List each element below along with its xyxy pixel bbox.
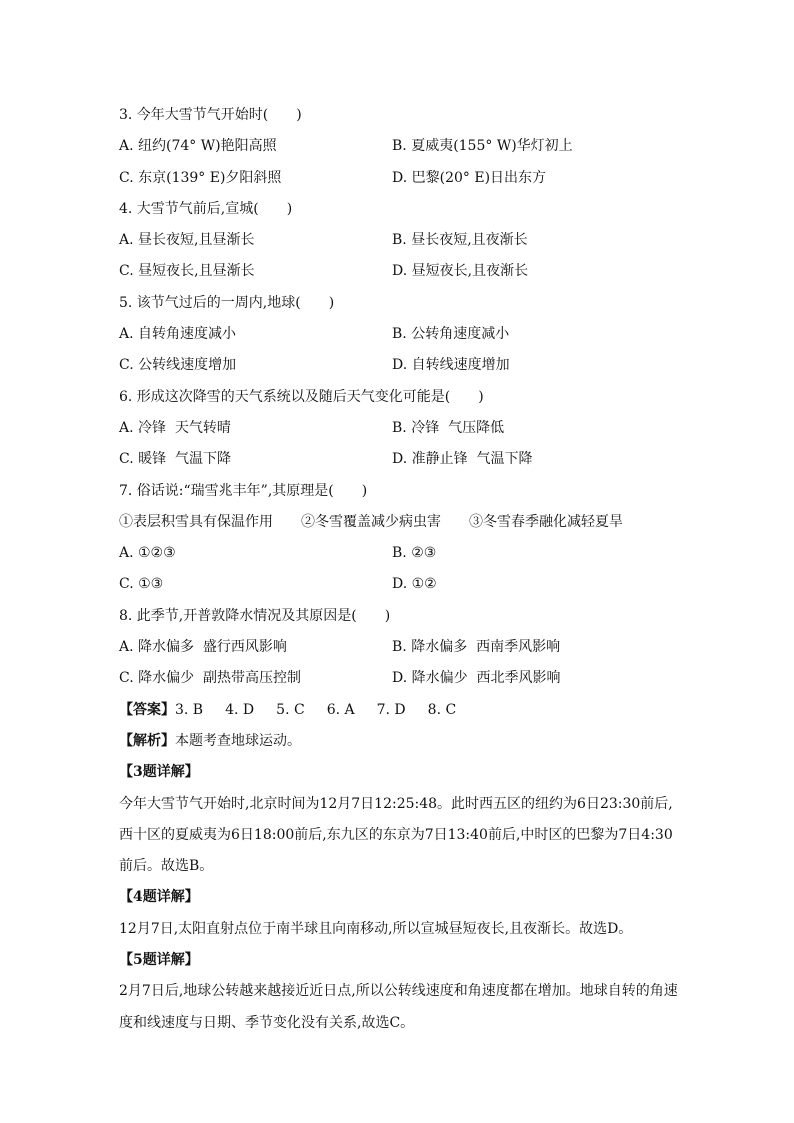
option-row <box>119 632 679 663</box>
option-b: B. 公转角速度减小 <box>392 326 510 343</box>
option-row <box>119 256 679 287</box>
question-stem-5: 5. 该节气过后的一周内,地球( ) <box>119 294 335 311</box>
option-d: D. 巴黎(20° E)日出东方 <box>392 169 547 186</box>
option-d: D. 降水偏少 西北季风影响 <box>392 670 561 687</box>
option-row <box>119 663 679 694</box>
option-a: A. 冷锋 天气转晴 <box>119 419 231 436</box>
option-row <box>119 225 679 256</box>
detail-heading-3: 【3题详解】 <box>119 764 199 781</box>
option-a: A. 纽约(74° W)艳阳高照 <box>119 138 277 155</box>
option-a: A. 昼长夜短,且昼渐长 <box>119 232 255 249</box>
option-row <box>119 131 679 162</box>
option-b: B. 昼长夜短,且夜渐长 <box>392 232 528 249</box>
option-b: B. 冷锋 气压降低 <box>392 419 505 436</box>
statement-3: ③冬雪春季融化减轻夏旱 <box>469 513 623 530</box>
question-stem-4: 4. 大雪节气前后,宣城( ) <box>119 200 293 217</box>
option-row <box>119 350 679 381</box>
option-d: D. 准静止锋 气温下降 <box>392 451 533 468</box>
option-c: C. 东京(139° E)夕阳斜照 <box>119 169 282 186</box>
answer-item: 7. D <box>376 701 406 718</box>
option-a: A. 降水偏多 盛行西风影响 <box>119 639 287 656</box>
detail-heading-4: 【4题详解】 <box>119 889 199 906</box>
answer-label: 【答案】 <box>119 701 175 718</box>
question-stem-6: 6. 形成这次降雪的天气系统以及随后天气变化可能是( ) <box>119 388 484 405</box>
option-a: A. 自转角速度减小 <box>119 326 237 343</box>
option-a: A. ①②③ <box>119 545 176 562</box>
answer-item: 4. D <box>225 701 255 718</box>
detail-heading-5: 【5题详解】 <box>119 952 199 969</box>
option-row <box>119 444 679 475</box>
detail-text-5: 2月7日后,地球公转越来越接近近日点,所以公转线速度和角速度都在增加。地球自转的角速度和线速度与日期、季节变化没有关系,故选C。 <box>119 983 678 1031</box>
detail-text-4: 12月7日,太阳直射点位于南半球且向南移动,所以宣城昼短夜长,且夜渐长。故选D。 <box>119 920 633 937</box>
document-content <box>119 100 679 1039</box>
question-stem-7: 7. 俗话说:“瑞雪兆丰年”,其原理是( ) <box>119 482 368 499</box>
analysis-text: 本题考查地球运动。 <box>175 732 301 749</box>
option-c: C. 暖锋 气温下降 <box>119 451 232 468</box>
option-d: D. 昼短夜长,且夜渐长 <box>392 263 529 280</box>
question-stem-3: 3. 今年大雪节气开始时( ) <box>119 107 302 123</box>
answer-line <box>119 695 679 726</box>
option-row <box>119 163 679 194</box>
statement-row <box>119 507 679 538</box>
option-c: C. 昼短夜长,且昼渐长 <box>119 263 255 280</box>
analysis-line <box>119 726 679 757</box>
answer-item: 8. C <box>427 701 457 718</box>
option-d: D. ①② <box>392 576 437 593</box>
option-b: B. 夏威夷(155° W)华灯初上 <box>392 138 573 155</box>
answer-item: 5. C <box>276 701 305 718</box>
statement-1: ①表层积雪具有保温作用 <box>119 513 273 530</box>
option-c: C. 降水偏少 副热带高压控制 <box>119 670 302 687</box>
detail-text-3: 今年大雪节气开始时,北京时间为12月7日12:25:48。此时西五区的纽约为6日23:30前后,西十区的夏威夷为6日18:00前后,东九区的东京为7日13:40前后,中时区的巴黎为7日4:30前后。故选B。 <box>119 795 673 875</box>
option-row <box>119 538 679 569</box>
option-row <box>119 319 679 350</box>
option-d: D. 自转线速度增加 <box>392 357 510 374</box>
question-stem-8: 8. 此季节,开普敦降水情况及其原因是( ) <box>119 607 391 624</box>
option-b: B. ②③ <box>392 545 437 562</box>
statement-2: ②冬雪覆盖减少病虫害 <box>301 513 441 530</box>
option-b: B. 降水偏多 西南季风影响 <box>392 639 561 656</box>
option-row <box>119 569 679 600</box>
option-row <box>119 413 679 444</box>
option-c: C. ①③ <box>119 576 164 593</box>
answer-item: 6. A <box>326 701 355 718</box>
analysis-label: 【解析】 <box>119 732 175 749</box>
answer-item: 3. B <box>175 701 204 718</box>
option-c: C. 公转线速度增加 <box>119 357 237 374</box>
